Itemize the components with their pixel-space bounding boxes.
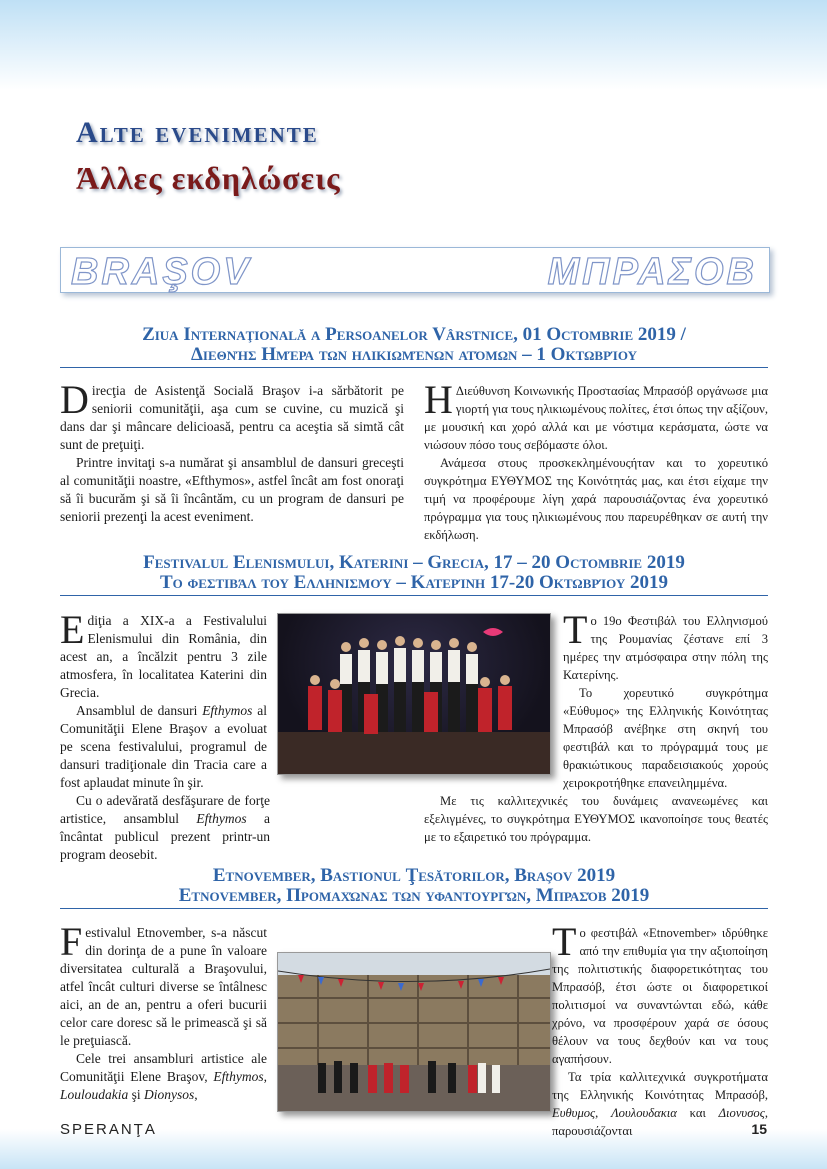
drop-cap: E xyxy=(60,607,85,652)
section-title-3 xyxy=(60,866,768,909)
paragraph: Ansamblul de dansuri Efthymos al Comunităţii Elene Braşov a evoluat pe scena festivalului, programul de dansuri tradiţionale din Tracia care a fost aplaudat minute în şir. xyxy=(60,703,267,790)
top-gradient-band xyxy=(0,0,827,90)
section-title-2 xyxy=(60,553,768,596)
paragraph: Cele trei ansambluri artistice ale Comunităţii Elene Braşov, Efthymos, Louloudakia şi Dionysos, xyxy=(60,1051,267,1102)
section-title-gr: Το φεστιβάλ του Ελληνισμού – Κατερίνη 17-20 Οκτωβρίου 2019 xyxy=(159,572,669,593)
drop-cap: Τ xyxy=(552,919,577,964)
paragraph: Η Διεύθυνση Κοινωνικής Προστασίας Μπρασόβ οργάνωσε μια γιορτή για τους ηλικιωμένους πολίτες, έτσι όπως την αξίζουν, με μουσική και χορό αλλά και με νόστιμα κεράσματα, ώστε να νιώσουν πόσο τους σεβόμαστε όλοι. xyxy=(424,377,768,452)
section-3-ro-column xyxy=(60,919,267,1104)
section-1-gr-column xyxy=(424,377,768,544)
section-2-gr-column xyxy=(563,607,768,792)
section-1-ro-column xyxy=(60,377,404,526)
paragraph: Cu o adevărată desfăşurare de forţe artistice, ansamblul Efthymos a încântat publicul prezent printr-un program deosebit. xyxy=(60,793,271,862)
section-2-ro-column xyxy=(60,607,271,864)
paragraph: Με τις καλλιτεχνικές του δυνάμεις ανανεωμένες και εξελιγμένες, το συγκρότημα ΕΥΘΥΜΟΣ ικανοποίησε τους θεατές με το εξαιρετικό του πρόγραμμα. xyxy=(424,794,768,844)
photo-wrap-spacer xyxy=(440,942,552,1132)
paragraph: Το χορευτικό συγκρότημα «Εύθυμος» της Ελληνικής Κοινότητας Μπρασόβ ανέβηκε στη σκηνή του φεστιβάλ και το πρόγραμμά τους με θρακιώτικους παραδεισιακούς χορούς χειροκροτήθηκε επανειλημμένα. xyxy=(563,686,768,790)
paragraph: Festivalul Etnovember, s-a născut din dorinţa de a pune în valoare diversitatea culturală a Braşovului, atfel încât culturi diverse se întâlnesc aici, an de an, pentru a oferi bucurii celor care doresc să le primească şi să le preţuiască. xyxy=(60,919,267,1048)
paragraph: Ανάμεσα στους προσκεκλημένουςήταν και το χορευτικό συγκρότημα ΕΥΘΥΜΟΣ της Κοινότητάς μας, και έτσι είχαμε την τιμή να προφέρουμε λίγη χαρά παρουσιάζοντας ένα χορευτικό πρόγραμμα για τους ηλικιωμένους που παρευρέθηκαν σε αυτή την εκδήλωση. xyxy=(424,456,768,542)
section-title-1 xyxy=(60,325,768,368)
section-title-gr: Etnovember, Προμαχώνας των υφαντουργών, Μπρασόβ 2019 xyxy=(178,885,650,906)
drop-cap: D xyxy=(60,377,89,422)
drop-cap: F xyxy=(60,919,83,964)
paragraph: Το φεστιβάλ «Etnovember» ιδρύθηκε από την επιθυμία για την αξιοποίηση της πολιτιστικής διαφορετικότητας του Μπρασόβ, έτσι ώστε οι διαφορετικοί πολιτισμοί να συναντώνται εδώ, κάθε χρόνο, να προσφέρουν χαρά σε όσους θέλουν να τους δεχθούν και να τους αγαπήσουν. xyxy=(552,919,768,1066)
magazine-name: SPERANŢA xyxy=(60,1121,157,1138)
photo-dance-ensemble-katerini xyxy=(277,613,551,775)
paragraph: Τα τρία καλλιτεχνικά συγκροτήματα της Ελληνικής Κοινότητας Μπρασόβ, Ευθυμος, Λουλουδακια και Διονυσος, παρουσιάζονται xyxy=(552,1070,768,1138)
city-name-ro: BRAŞOV xyxy=(71,251,252,293)
city-banner xyxy=(60,247,770,293)
paragraph: Το 19ο Φεστιβάλ του Ελληνισμού της Ρουμανίας ζέστανε επί 3 ημέρες την ατμόσφαιρα στην πόλη της Κατερίνης. xyxy=(563,607,768,682)
section-title-ro: Festivalul Elenismului, Katerini – Grecia, 17 – 20 Octombrie 2019 xyxy=(143,552,685,573)
page-title-ro: Alte evenimente xyxy=(76,116,319,149)
section-3-gr-column xyxy=(440,919,768,1140)
section-title-ro: Ziua Internaţională a Persoanelor Vârstnice, 01 Octombrie 2019 / xyxy=(142,324,686,345)
paragraph: Direcţia de Asistenţă Socială Braşov i-a sărbătorit pe seniorii comunităţii, aşa cum se cuvine, cu muzică şi dans dar şi mâncare delicioasă, pentru ca aceştia să simtă cât sunt de preţuiţi. xyxy=(60,377,404,452)
city-name-gr: ΜΠΡΑΣΟΒ xyxy=(547,251,757,293)
drop-cap: Η xyxy=(424,377,453,422)
page-number: 15 xyxy=(751,1121,767,1137)
section-2-gr-column-wide xyxy=(424,792,768,846)
paragraph: Ediţia a XIX-a a Festivalului Elenismului din România, din acest an, a încălzit pentru 3 zile atmosfera, în localitatea Katerini din Grecia. xyxy=(60,607,267,700)
section-title-ro: Etnovember, Bastionul Ţesătorilor, Braşov 2019 xyxy=(212,865,616,886)
page-title-gr: Άλλες εκδηλώσεις xyxy=(76,160,341,196)
paragraph: Printre invitaţi s-a numărat şi ansamblul de dansuri greceşti al comunităţii noastre, «Efthymos», astfel încât am fost onoraţi să îi bucurăm şi să îi încântăm, cu un program de dansuri pe seniorii prezenţi la acest eveniment. xyxy=(60,455,404,524)
section-title-gr: Διεθνής Ημέρα των ηλικιωμένων ατόμων – 1 Οκτωβρίου xyxy=(191,344,637,365)
dancers-group-illustration xyxy=(278,614,550,774)
drop-cap: Τ xyxy=(563,607,588,652)
